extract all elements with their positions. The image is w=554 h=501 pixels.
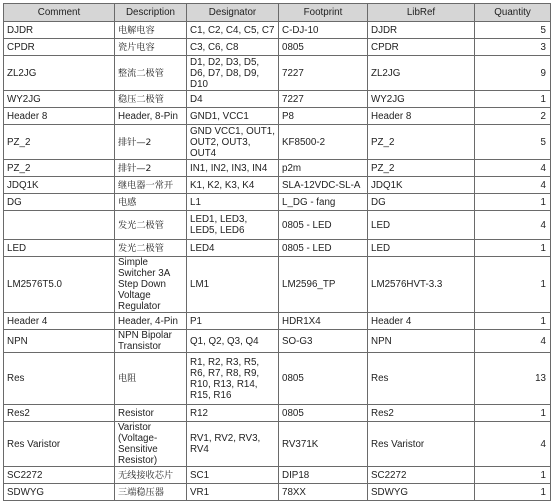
header-description: Description — [115, 4, 187, 22]
cell-libref: SC2272 — [368, 467, 475, 484]
cell-libref: SDWYG — [368, 484, 475, 501]
cell-footprint: p2m — [279, 160, 368, 177]
designator-line: OUT2, OUT3, — [190, 136, 251, 148]
table-row — [4, 39, 551, 56]
cell-comment: WY2JG — [4, 91, 115, 108]
cell-comment: DJDR — [4, 22, 115, 39]
header-row — [4, 4, 551, 22]
cell-designator — [187, 22, 279, 39]
table-row — [4, 484, 551, 501]
cell-comment: SDWYG — [4, 484, 115, 501]
bom-body — [4, 22, 551, 501]
cell-description: Varistor (Voltage-Sensitive Resistor) — [115, 422, 187, 467]
cell-comment: Res — [4, 353, 115, 405]
table-row — [4, 177, 551, 194]
designator-line: VR1 — [190, 486, 210, 498]
cell-designator — [187, 240, 279, 257]
cell-comment: Res2 — [4, 405, 115, 422]
designator-line: D1, D2, D3, D5, — [190, 56, 260, 68]
cell-designator — [187, 257, 279, 313]
cell-footprint: P8 — [279, 108, 368, 125]
cell-description: 整流二极管 — [115, 56, 187, 91]
designator-line: RV4 — [190, 444, 209, 455]
cell-designator — [187, 56, 279, 91]
cell-quantity: 1 — [475, 467, 551, 484]
cell-description: Resistor — [115, 405, 187, 422]
cell-footprint: 7227 — [279, 56, 368, 91]
designator-line: C3, C6, C8 — [190, 41, 239, 53]
cell-libref: LED — [368, 211, 475, 240]
cell-quantity: 4 — [475, 211, 551, 240]
designator-line: LED5, LED6 — [190, 225, 245, 236]
cell-description: Header, 8-Pin — [115, 108, 187, 125]
table-row — [4, 125, 551, 160]
cell-libref: PZ_2 — [368, 160, 475, 177]
cell-designator — [187, 194, 279, 211]
cell-quantity: 4 — [475, 160, 551, 177]
cell-libref: NPN — [368, 330, 475, 353]
designator-line: R12 — [190, 407, 208, 419]
cell-quantity: 1 — [475, 194, 551, 211]
table-row — [4, 160, 551, 177]
cell-comment: Header 8 — [4, 108, 115, 125]
designator-line: Q1, Q2, Q3, Q4 — [190, 335, 259, 347]
cell-description: 发光二极管 — [115, 211, 187, 240]
cell-libref: LM2576HVT-3.3 — [368, 257, 475, 313]
cell-footprint: HDR1X4 — [279, 313, 368, 330]
cell-comment: ZL2JG — [4, 56, 115, 91]
cell-comment: Res Varistor — [4, 422, 115, 467]
cell-comment: LED — [4, 240, 115, 257]
table-row — [4, 330, 551, 353]
cell-designator — [187, 313, 279, 330]
designator-line: OUT4 — [190, 147, 217, 159]
designator-line: P1 — [190, 315, 202, 327]
cell-comment — [4, 211, 115, 240]
cell-libref: DG — [368, 194, 475, 211]
cell-quantity: 2 — [475, 108, 551, 125]
cell-libref: LED — [368, 240, 475, 257]
designator-line: R1, R2, R3, R5, — [190, 356, 260, 368]
cell-libref: Res2 — [368, 405, 475, 422]
cell-footprint: 0805 — [279, 353, 368, 405]
cell-footprint: RV371K — [279, 422, 368, 467]
header-quantity: Quantity — [475, 4, 551, 22]
cell-designator — [187, 353, 279, 405]
cell-description: 电解电容 — [115, 22, 187, 39]
designator-line: L1 — [190, 196, 201, 208]
table-row — [4, 353, 551, 405]
cell-description: NPN Bipolar Transistor — [115, 330, 187, 353]
table-row — [4, 108, 551, 125]
cell-description: 排针—2 — [115, 125, 187, 160]
table-row — [4, 22, 551, 39]
cell-quantity: 1 — [475, 484, 551, 501]
cell-libref: CPDR — [368, 39, 475, 56]
bom-table — [3, 3, 551, 501]
cell-designator — [187, 91, 279, 108]
cell-description: 瓷片电容 — [115, 39, 187, 56]
cell-libref: DJDR — [368, 22, 475, 39]
table-row — [4, 56, 551, 91]
cell-footprint: 0805 — [279, 405, 368, 422]
cell-footprint: 0805 — [279, 39, 368, 56]
designator-line: LED4 — [190, 242, 215, 254]
designator-line: R15, R16 — [190, 389, 232, 401]
cell-designator — [187, 39, 279, 56]
cell-quantity: 3 — [475, 39, 551, 56]
cell-designator — [187, 125, 279, 160]
cell-footprint: L_DG - fang — [279, 194, 368, 211]
cell-comment: Header 4 — [4, 313, 115, 330]
cell-comment: SC2272 — [4, 467, 115, 484]
table-row — [4, 467, 551, 484]
cell-footprint: 7227 — [279, 91, 368, 108]
cell-footprint: 78XX — [279, 484, 368, 501]
cell-quantity: 4 — [475, 422, 551, 467]
cell-comment: NPN — [4, 330, 115, 353]
cell-footprint: SLA-12VDC-SL-A — [279, 177, 368, 194]
cell-designator — [187, 484, 279, 501]
designator-line: SC1 — [190, 469, 210, 481]
cell-quantity: 13 — [475, 353, 551, 405]
cell-comment: CPDR — [4, 39, 115, 56]
table-row — [4, 405, 551, 422]
cell-libref: Res Varistor — [368, 422, 475, 467]
cell-description: 继电器一常开 — [115, 177, 187, 194]
cell-designator — [187, 330, 279, 353]
cell-quantity: 1 — [475, 405, 551, 422]
table-row — [4, 240, 551, 257]
cell-footprint: SO-G3 — [279, 330, 368, 353]
cell-designator — [187, 422, 279, 467]
designator-line: GND1, VCC1 — [190, 110, 249, 122]
cell-description: 发光二极管 — [115, 240, 187, 257]
cell-designator — [187, 211, 279, 240]
table-row — [4, 194, 551, 211]
designator-line: D6, D7, D8, D9, — [190, 67, 260, 79]
cell-quantity: 1 — [475, 240, 551, 257]
cell-description: 三端稳压器 — [115, 484, 187, 501]
designator-line: GND VCC1, OUT1, — [190, 125, 275, 137]
table-row — [4, 257, 551, 313]
cell-footprint: LM2596_TP — [279, 257, 368, 313]
cell-quantity: 5 — [475, 22, 551, 39]
cell-libref: Header 4 — [368, 313, 475, 330]
designator-line: LED1, LED3, — [190, 214, 248, 225]
cell-quantity: 5 — [475, 125, 551, 160]
designator-line: D10 — [190, 78, 208, 90]
cell-description: 电感 — [115, 194, 187, 211]
designator-line: RV1, RV2, RV3, — [190, 433, 261, 444]
cell-quantity: 4 — [475, 177, 551, 194]
cell-description: Simple Switcher 3A Step Down Voltage Regulator — [115, 257, 187, 313]
cell-quantity: 1 — [475, 313, 551, 330]
cell-libref: JDQ1K — [368, 177, 475, 194]
cell-designator — [187, 467, 279, 484]
cell-footprint: 0805 - LED — [279, 211, 368, 240]
cell-designator — [187, 405, 279, 422]
cell-designator — [187, 108, 279, 125]
cell-footprint: KF8500-2 — [279, 125, 368, 160]
cell-description: 电阻 — [115, 353, 187, 405]
designator-line: C1, C2, C4, C5, C7 — [190, 24, 275, 36]
cell-quantity: 4 — [475, 330, 551, 353]
cell-libref: ZL2JG — [368, 56, 475, 91]
table-row — [4, 422, 551, 467]
designator-line: D4 — [190, 93, 203, 105]
cell-quantity: 9 — [475, 56, 551, 91]
header-footprint: Footprint — [279, 4, 368, 22]
cell-description: 无线接收芯片 — [115, 467, 187, 484]
cell-libref: Header 8 — [368, 108, 475, 125]
cell-libref: PZ_2 — [368, 125, 475, 160]
cell-comment: PZ_2 — [4, 125, 115, 160]
cell-designator — [187, 160, 279, 177]
header-designator: Designator — [187, 4, 279, 22]
header-libref: LibRef — [368, 4, 475, 22]
cell-quantity: 1 — [475, 257, 551, 313]
designator-line: R10, R13, R14, — [190, 378, 258, 390]
cell-libref: WY2JG — [368, 91, 475, 108]
cell-description: 排针—2 — [115, 160, 187, 177]
cell-footprint: DIP18 — [279, 467, 368, 484]
cell-comment: JDQ1K — [4, 177, 115, 194]
header-comment: Comment — [4, 4, 115, 22]
cell-description: 稳压二极管 — [115, 91, 187, 108]
cell-description: Header, 4-Pin — [115, 313, 187, 330]
cell-quantity: 1 — [475, 91, 551, 108]
cell-designator — [187, 177, 279, 194]
cell-libref: Res — [368, 353, 475, 405]
cell-footprint: 0805 - LED — [279, 240, 368, 257]
cell-comment: LM2576T5.0 — [4, 257, 115, 313]
cell-comment: PZ_2 — [4, 160, 115, 177]
designator-line: R6, R7, R8, R9, — [190, 367, 260, 379]
table-row — [4, 91, 551, 108]
table-row — [4, 313, 551, 330]
cell-comment: DG — [4, 194, 115, 211]
designator-line: IN1, IN2, IN3, IN4 — [190, 162, 268, 174]
designator-line: K1, K2, K3, K4 — [190, 179, 255, 191]
cell-footprint: C-DJ-10 — [279, 22, 368, 39]
table-row — [4, 211, 551, 240]
designator-line: LM1 — [190, 279, 210, 290]
